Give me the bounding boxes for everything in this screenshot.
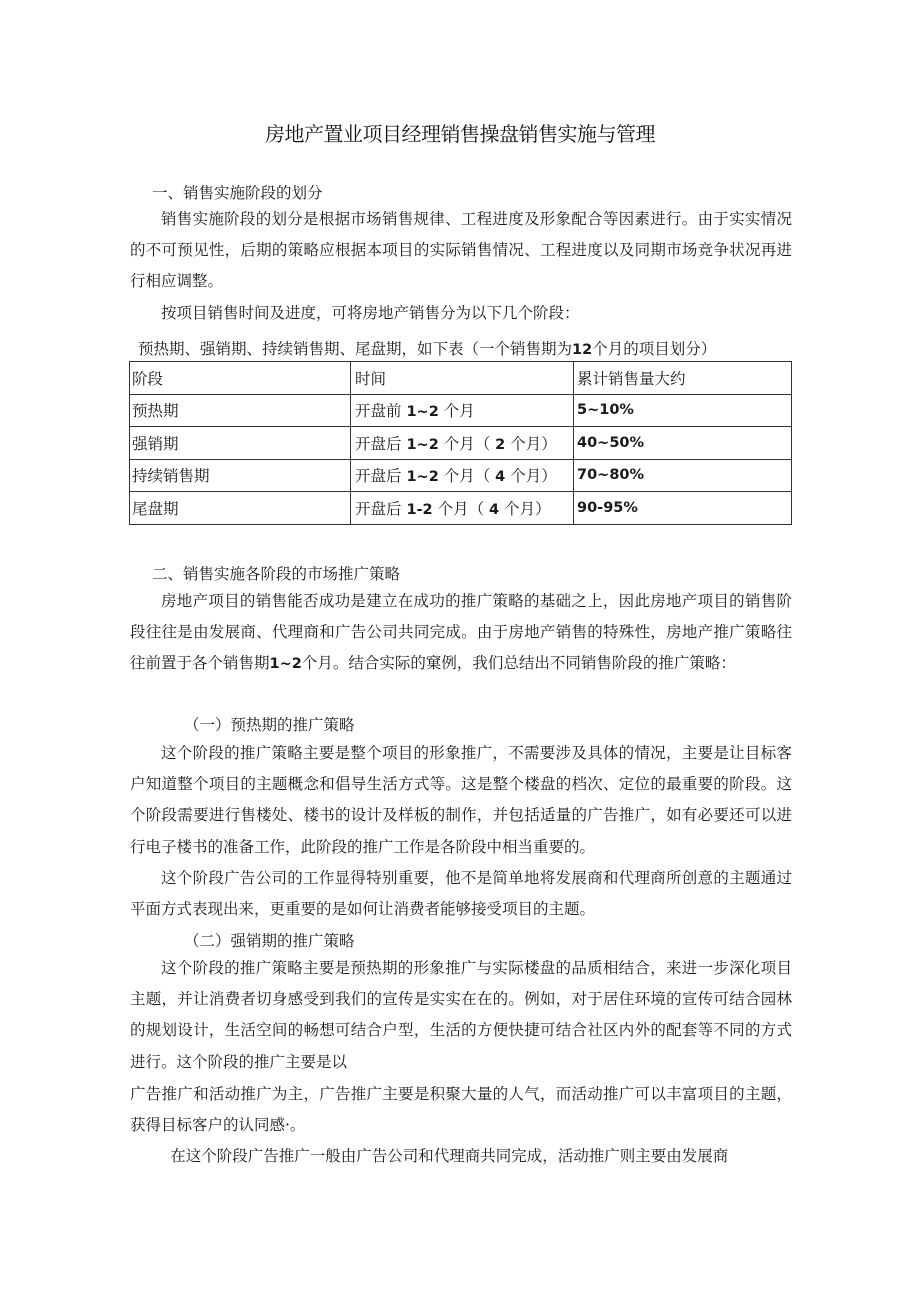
- table-header-row: [130, 362, 792, 395]
- table-header-cell: 累计销售量大约: [574, 362, 792, 395]
- table-caption: 预热期、强销期、持续销售期、尾盘期，如下表（一个销售期为12个月的项目划分）: [138, 340, 717, 358]
- page-title: 房地产置业项目经理销售操盘销售实施与管理: [265, 122, 655, 146]
- subsection-1-paragraph-2: 这个阶段广告公司的工作显得特别重要，他不是简单地将发展商和代理商所创意的主题通过平面方式表现出来，更重要的是如何让消费者能够接受项目的主题。: [130, 869, 792, 919]
- stage-cell: 尾盘期: [130, 492, 351, 525]
- time-cell: 开盘前 1~2 个月: [351, 394, 574, 427]
- table-header-cell: 时间: [351, 362, 574, 395]
- table-row: [130, 394, 792, 427]
- sales-stage-table: [129, 361, 792, 525]
- section1-heading: 一、销售实施阶段的划分: [152, 184, 323, 202]
- stage-cell: 强销期: [130, 427, 351, 460]
- subsection-2-paragraph-1: 这个阶段的推广策略主要是预热期的形象推广与实际楼盘的品质相结合，来进一步深化项目主题，并让消费者切身感受到我们的宣传是实实在在的。例如，对于居住环境的宣传可结合园林的规划设计，生活空间的畅想可结合户型，生活的方便快捷可结合社区内外的配套等不同的方式进行。这个阶段的推广主要是以: [130, 959, 792, 1071]
- subsection-2-heading: （二）强销期的推广策略: [184, 932, 355, 950]
- percent-cell: 90-95%: [574, 492, 792, 525]
- subsection-1-heading: （一）预热期的推广策略: [184, 716, 355, 734]
- percent-cell: 40~50%: [574, 427, 792, 460]
- table-row: [130, 492, 792, 525]
- time-cell: 开盘后 1~2 个月（ 4 个月）: [351, 459, 574, 492]
- time-cell: 开盘后 1-2 个月（ 4 个月）: [351, 492, 574, 525]
- section1-paragraph-1: 销售实施阶段的划分是根据市场销售规律、工程进度及形象配合等因素进行。由于实实情况的不可预见性，后期的策略应根据本项目的实际销售情况、工程进度以及同期市场竞争状况再进行相应调整。: [130, 210, 792, 291]
- table-row: [130, 459, 792, 492]
- time-cell: 开盘后 1~2 个月（ 2 个月）: [351, 427, 574, 460]
- percent-cell: 5~10%: [574, 394, 792, 427]
- stage-cell: 持续销售期: [130, 459, 351, 492]
- percent-cell: 70~80%: [574, 459, 792, 492]
- section2-heading: 二、销售实施各阶段的市场推广策略: [152, 565, 401, 583]
- table-row: [130, 427, 792, 460]
- section2-paragraph-1: 房地产项目的销售能否成功是建立在成功的推广策略的基础之上，因此房地产项目的销售阶段往往是由发展商、代理商和广告公司共同完成。由于房地产销售的特殊性，房地产推广策略往往前置于各个销售期1~2个月。结合实际的窠例，我们总结出不同销售阶段的推广策略：: [130, 592, 792, 673]
- subsection-2-paragraph-2: 广告推广和活动推广为主，广告推广主要是积聚大量的人气，而活动推广可以丰富项目的主题，获得目标客户的认同感·。: [130, 1085, 792, 1135]
- stage-cell: 预热期: [130, 394, 351, 427]
- table-header-cell: 阶段: [130, 362, 351, 395]
- section1-paragraph-2: 按项目销售时间及进度，可将房地产销售分为以下几个阶段：: [161, 304, 580, 322]
- subsection-2-paragraph-3: 在这个阶段广告推广一般由广告公司和代理商共同完成，活动推广则主要由发展商: [170, 1147, 729, 1165]
- subsection-1-paragraph-1: 这个阶段的推广策略主要是整个项目的形象推广，不需要涉及具体的情况，主要是让目标客户知道整个项目的主题概念和倡导生活方式等。这是整个楼盘的档次、定位的最重要的阶段。这个阶段需要进行售楼处、楼书的设计及样板的制作，并包括适量的广告推广，如有必要还可以进行电子楼书的准备工作，此阶段的推广工作是各阶段中相当重要的。: [130, 744, 792, 856]
